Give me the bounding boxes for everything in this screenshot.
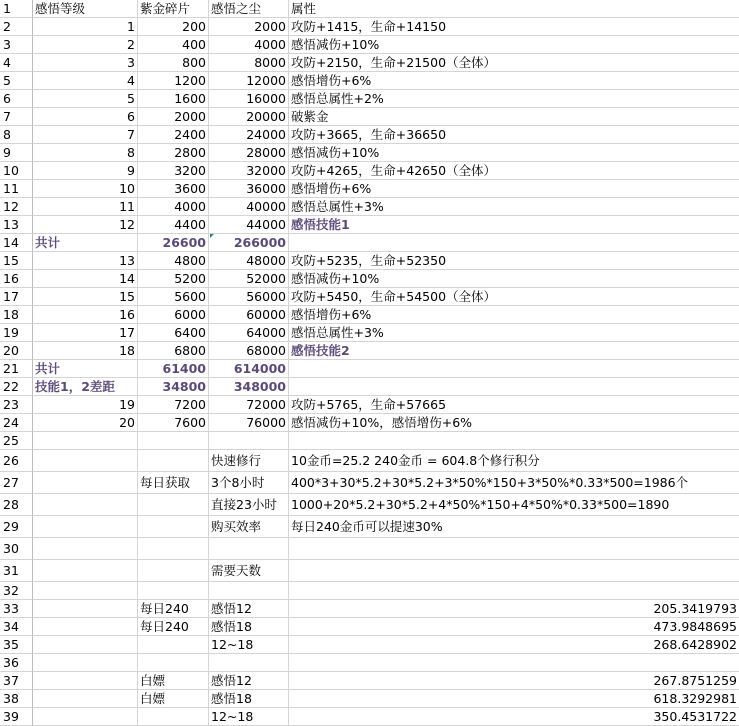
cell-level[interactable]: 感悟等级 [33, 0, 138, 18]
row-header: 39 [0, 708, 33, 726]
cell-attribute[interactable]: 感悟减伤+10% [289, 270, 739, 288]
cell-attribute[interactable]: 感悟技能1 [289, 216, 739, 234]
sheet-row-38 [0, 690, 739, 708]
cell-attribute[interactable]: 618.3292981 [289, 690, 739, 708]
cell-dust[interactable]: 64000 [209, 324, 289, 342]
sheet-row-20 [0, 342, 739, 360]
cell-level[interactable]: 共计 [33, 234, 138, 252]
row-header: 2 [0, 18, 33, 36]
sheet-row-5 [0, 72, 739, 90]
cell-attribute[interactable]: 攻防+4265，生命+42650（全体） [289, 162, 739, 180]
sheet-row-4 [0, 54, 739, 72]
sheet-row-37 [0, 672, 739, 690]
sheet-row-36 [0, 654, 739, 672]
cell-dust[interactable]: 感悟18 [209, 690, 289, 708]
cell-shards[interactable]: 6400 [138, 324, 209, 342]
row-header: 16 [0, 270, 33, 288]
cell-shards[interactable]: 7200 [138, 396, 209, 414]
row-header: 34 [0, 618, 33, 636]
sheet-row-22 [0, 378, 739, 396]
sheet-row-12 [0, 198, 739, 216]
cell-attribute[interactable]: 属性 [289, 0, 739, 18]
cell-shards[interactable] [138, 654, 209, 672]
cell-attribute[interactable]: 攻防+1415，生命+14150 [289, 18, 739, 36]
sheet-row-27 [0, 472, 739, 494]
cell-shards[interactable]: 400 [138, 36, 209, 54]
cell-level[interactable]: 10 [33, 180, 138, 198]
cell-attribute[interactable]: 感悟技能2 [289, 342, 739, 360]
cell-dust[interactable]: 266000 [209, 234, 289, 252]
row-header: 7 [0, 108, 33, 126]
cell-shards[interactable] [138, 432, 209, 450]
cell-level[interactable]: 12 [33, 216, 138, 234]
cell-attribute[interactable]: 感悟减伤+10%，感悟增伤+6% [289, 414, 739, 432]
cell-dust[interactable]: 40000 [209, 198, 289, 216]
sheet-row-26 [0, 450, 739, 472]
cell-shards[interactable]: 800 [138, 54, 209, 72]
cell-attribute[interactable]: 473.9848695 [289, 618, 739, 636]
cell-shards[interactable]: 4800 [138, 252, 209, 270]
cell-shards[interactable]: 26600 [138, 234, 209, 252]
sheet-row-35 [0, 636, 739, 654]
cell-dust[interactable]: 72000 [209, 396, 289, 414]
cell-dust[interactable]: 614000 [209, 360, 289, 378]
cell-dust[interactable]: 感悟18 [209, 618, 289, 636]
cell-level[interactable]: 18 [33, 342, 138, 360]
sheet-row-18 [0, 306, 739, 324]
cell-shards[interactable]: 2000 [138, 108, 209, 126]
sheet-row-33 [0, 600, 739, 618]
row-header: 36 [0, 654, 33, 672]
cell-dust[interactable]: 48000 [209, 252, 289, 270]
cell-level[interactable]: 19 [33, 396, 138, 414]
cell-level[interactable] [33, 618, 138, 636]
sheet-row-7 [0, 108, 739, 126]
cell-level[interactable]: 8 [33, 144, 138, 162]
row-header: 12 [0, 198, 33, 216]
cell-attribute[interactable]: 10金币=25.2 240金币 = 604.8个修行积分 [289, 450, 739, 472]
row-header: 17 [0, 288, 33, 306]
cell-dust[interactable]: 68000 [209, 342, 289, 360]
sheet-row-14 [0, 234, 739, 252]
cell-level[interactable] [33, 582, 138, 600]
row-header: 3 [0, 36, 33, 54]
cell-shards[interactable] [138, 516, 209, 538]
row-header: 5 [0, 72, 33, 90]
cell-attribute[interactable] [289, 432, 739, 450]
cell-shards[interactable]: 白嫖 [138, 672, 209, 690]
cell-attribute[interactable] [289, 560, 739, 582]
row-header: 33 [0, 600, 33, 618]
cell-attribute[interactable] [289, 378, 739, 396]
cell-level[interactable] [33, 516, 138, 538]
cell-shards[interactable]: 6800 [138, 342, 209, 360]
row-header: 8 [0, 126, 33, 144]
cell-shards[interactable] [138, 450, 209, 472]
cell-attribute[interactable]: 破紫金 [289, 108, 739, 126]
cell-shards[interactable]: 紫金碎片 [138, 0, 209, 18]
cell-attribute[interactable] [289, 234, 739, 252]
cell-level[interactable] [33, 672, 138, 690]
cell-attribute[interactable]: 感悟总属性+2% [289, 90, 739, 108]
cell-dust[interactable]: 购买效率 [209, 516, 289, 538]
row-header: 18 [0, 306, 33, 324]
cell-level[interactable]: 5 [33, 90, 138, 108]
cell-level[interactable] [33, 494, 138, 516]
cell-level[interactable] [33, 560, 138, 582]
cell-dust[interactable]: 56000 [209, 288, 289, 306]
cell-level[interactable]: 20 [33, 414, 138, 432]
cell-shards[interactable]: 7600 [138, 414, 209, 432]
row-header: 23 [0, 396, 33, 414]
cell-level[interactable] [33, 450, 138, 472]
sheet-row-19 [0, 324, 739, 342]
cell-attribute[interactable]: 205.3419793 [289, 600, 739, 618]
cell-attribute[interactable]: 攻防+2150，生命+21500（全体） [289, 54, 739, 72]
cell-dust[interactable]: 12~18 [209, 636, 289, 654]
row-header: 35 [0, 636, 33, 654]
row-header: 22 [0, 378, 33, 396]
sheet-row-9 [0, 144, 739, 162]
cell-dust[interactable]: 快速修行 [209, 450, 289, 472]
cell-shards[interactable]: 5200 [138, 270, 209, 288]
cell-shards[interactable]: 34800 [138, 378, 209, 396]
cell-shards[interactable]: 5600 [138, 288, 209, 306]
sheet-row-30 [0, 538, 739, 560]
cell-attribute[interactable]: 攻防+5450，生命+54500（全体） [289, 288, 739, 306]
row-header: 10 [0, 162, 33, 180]
sheet-row-1 [0, 0, 739, 18]
cell-attribute[interactable]: 感悟减伤+10% [289, 36, 739, 54]
cell-dust[interactable]: 感悟12 [209, 672, 289, 690]
sheet-row-8 [0, 126, 739, 144]
cell-attribute[interactable]: 感悟增伤+6% [289, 306, 739, 324]
row-header: 27 [0, 472, 33, 494]
cell-level[interactable] [33, 690, 138, 708]
cell-shards[interactable]: 200 [138, 18, 209, 36]
row-header: 32 [0, 582, 33, 600]
row-header: 25 [0, 432, 33, 450]
cell-dust[interactable]: 感悟之尘 [209, 0, 289, 18]
cell-attribute[interactable] [289, 582, 739, 600]
sheet-row-21 [0, 360, 739, 378]
row-header: 20 [0, 342, 33, 360]
cell-dust[interactable]: 28000 [209, 144, 289, 162]
row-header: 19 [0, 324, 33, 342]
cell-level[interactable]: 16 [33, 306, 138, 324]
cell-dust[interactable]: 20000 [209, 108, 289, 126]
row-header: 28 [0, 494, 33, 516]
cell-attribute[interactable]: 感悟增伤+6% [289, 180, 739, 198]
cell-level[interactable] [33, 636, 138, 654]
row-header: 30 [0, 538, 33, 560]
cell-shards[interactable] [138, 560, 209, 582]
row-header: 31 [0, 560, 33, 582]
cell-shards[interactable]: 2400 [138, 126, 209, 144]
cell-shards[interactable]: 1600 [138, 90, 209, 108]
cell-level[interactable] [33, 708, 138, 726]
cell-attribute[interactable]: 感悟减伤+10% [289, 144, 739, 162]
cell-attribute[interactable]: 攻防+5765，生命+57665 [289, 396, 739, 414]
sheet-row-39 [0, 708, 739, 726]
cell-dust[interactable]: 16000 [209, 90, 289, 108]
cell-attribute[interactable]: 攻防+5235，生命+52350 [289, 252, 739, 270]
cell-level[interactable]: 2 [33, 36, 138, 54]
sheet-row-17 [0, 288, 739, 306]
cell-level[interactable]: 9 [33, 162, 138, 180]
cell-dust[interactable]: 348000 [209, 378, 289, 396]
cell-shards[interactable]: 白嫖 [138, 690, 209, 708]
cell-attribute[interactable]: 268.6428902 [289, 636, 739, 654]
cell-note-marker [210, 234, 214, 238]
row-header: 4 [0, 54, 33, 72]
sheet-row-6 [0, 90, 739, 108]
cell-attribute[interactable]: 267.8751259 [289, 672, 739, 690]
cell-shards[interactable]: 61400 [138, 360, 209, 378]
sheet-row-29 [0, 516, 739, 538]
cell-dust[interactable]: 4000 [209, 36, 289, 54]
cell-attribute[interactable] [289, 538, 739, 560]
row-header: 1 [0, 0, 33, 18]
cell-dust[interactable]: 感悟12 [209, 600, 289, 618]
cell-level[interactable]: 技能1，2差距 [33, 378, 138, 396]
cell-level[interactable] [33, 654, 138, 672]
cell-shards[interactable]: 4400 [138, 216, 209, 234]
cell-shards[interactable] [138, 538, 209, 560]
row-header: 6 [0, 90, 33, 108]
cell-shards[interactable]: 2800 [138, 144, 209, 162]
sheet-row-23 [0, 396, 739, 414]
cell-level[interactable]: 3 [33, 54, 138, 72]
cell-dust[interactable]: 36000 [209, 180, 289, 198]
cell-shards[interactable]: 6000 [138, 306, 209, 324]
cell-level[interactable]: 7 [33, 126, 138, 144]
cell-dust[interactable]: 24000 [209, 126, 289, 144]
cell-dust[interactable]: 需要天数 [209, 560, 289, 582]
cell-attribute[interactable]: 350.4531722 [289, 708, 739, 726]
cell-dust[interactable]: 44000 [209, 216, 289, 234]
cell-attribute[interactable]: 400*3+30*5.2+30*5.2+3*50%*150+3*50%*0.33*500=1986个 [289, 472, 739, 494]
cell-level[interactable]: 13 [33, 252, 138, 270]
sheet-row-16 [0, 270, 739, 288]
cell-attribute[interactable]: 感悟增伤+6% [289, 72, 739, 90]
cell-dust[interactable]: 60000 [209, 306, 289, 324]
cell-shards[interactable] [138, 494, 209, 516]
cell-dust[interactable] [209, 654, 289, 672]
sheet-row-2 [0, 18, 739, 36]
cell-level[interactable]: 1 [33, 18, 138, 36]
cell-shards[interactable] [138, 636, 209, 654]
cell-attribute[interactable]: 感悟总属性+3% [289, 198, 739, 216]
cell-level[interactable]: 6 [33, 108, 138, 126]
row-header: 29 [0, 516, 33, 538]
cell-level[interactable]: 14 [33, 270, 138, 288]
cell-attribute[interactable]: 1000+20*5.2+30*5.2+4*50%*150+4*50%*0.33*500=1890 [289, 494, 739, 516]
row-header: 26 [0, 450, 33, 472]
cell-dust[interactable]: 76000 [209, 414, 289, 432]
row-header: 9 [0, 144, 33, 162]
sheet-row-3 [0, 36, 739, 54]
sheet-row-24 [0, 414, 739, 432]
sheet-row-25 [0, 432, 739, 450]
cell-level[interactable]: 11 [33, 198, 138, 216]
cell-dust[interactable] [209, 432, 289, 450]
cell-dust[interactable]: 2000 [209, 18, 289, 36]
cell-level[interactable]: 4 [33, 72, 138, 90]
cell-dust[interactable] [209, 538, 289, 560]
row-header: 11 [0, 180, 33, 198]
cell-shards[interactable] [138, 708, 209, 726]
row-header: 24 [0, 414, 33, 432]
cell-attribute[interactable]: 攻防+3665，生命+36650 [289, 126, 739, 144]
cell-level[interactable] [33, 472, 138, 494]
cell-shards[interactable]: 4000 [138, 198, 209, 216]
sheet-row-34 [0, 618, 739, 636]
sheet-row-10 [0, 162, 739, 180]
cell-level[interactable]: 共计 [33, 360, 138, 378]
cell-level[interactable]: 15 [33, 288, 138, 306]
cell-shards[interactable]: 3200 [138, 162, 209, 180]
cell-dust[interactable] [209, 582, 289, 600]
cell-shards[interactable] [138, 582, 209, 600]
row-header: 13 [0, 216, 33, 234]
cell-attribute[interactable]: 感悟总属性+3% [289, 324, 739, 342]
row-header: 15 [0, 252, 33, 270]
cell-shards[interactable]: 1200 [138, 72, 209, 90]
cell-level[interactable] [33, 432, 138, 450]
row-header: 14 [0, 234, 33, 252]
sheet-row-15 [0, 252, 739, 270]
row-header: 37 [0, 672, 33, 690]
cell-dust[interactable]: 32000 [209, 162, 289, 180]
cell-shards[interactable]: 每日获取 [138, 472, 209, 494]
sheet-row-28 [0, 494, 739, 516]
cell-dust[interactable]: 3个8小时 [209, 472, 289, 494]
row-header: 38 [0, 690, 33, 708]
sheet-row-13 [0, 216, 739, 234]
cell-attribute[interactable] [289, 360, 739, 378]
cell-level[interactable] [33, 538, 138, 560]
sheet-row-32 [0, 582, 739, 600]
cell-shards[interactable]: 每日240 [138, 600, 209, 618]
cell-dust[interactable]: 52000 [209, 270, 289, 288]
cell-dust[interactable]: 直接23小时 [209, 494, 289, 516]
sheet-row-11 [0, 180, 739, 198]
cell-attribute[interactable] [289, 654, 739, 672]
cell-shards[interactable]: 3600 [138, 180, 209, 198]
cell-shards[interactable]: 每日240 [138, 618, 209, 636]
cell-attribute[interactable]: 每日240金币可以提速30% [289, 516, 739, 538]
sheet-row-31 [0, 560, 739, 582]
cell-level[interactable] [33, 600, 138, 618]
cell-dust[interactable]: 8000 [209, 54, 289, 72]
cell-level[interactable]: 17 [33, 324, 138, 342]
cell-dust[interactable]: 12000 [209, 72, 289, 90]
row-header: 21 [0, 360, 33, 378]
cell-dust[interactable]: 12~18 [209, 708, 289, 726]
